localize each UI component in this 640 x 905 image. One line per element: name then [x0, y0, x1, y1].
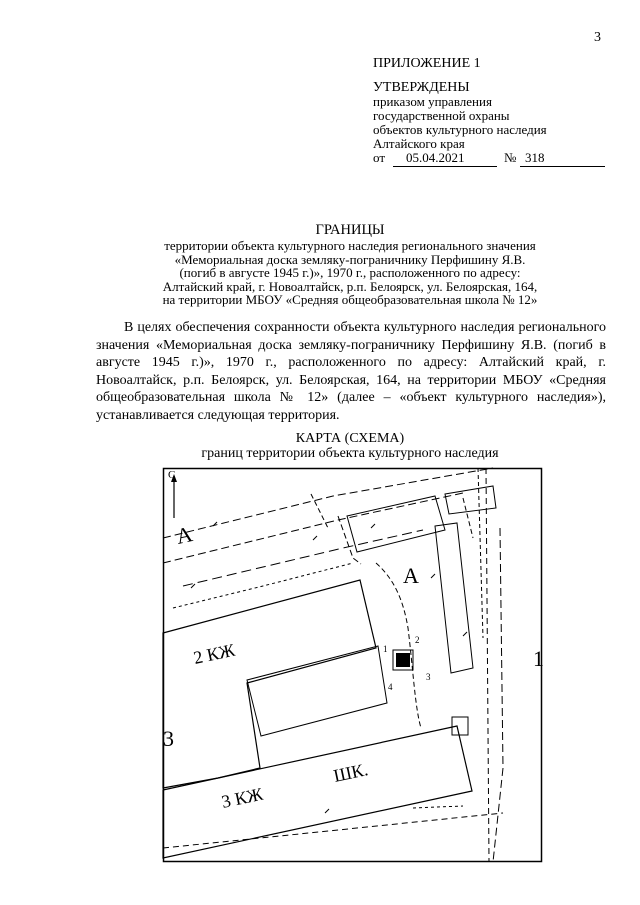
document-title: [90, 222, 610, 307]
from-label: от: [373, 150, 386, 165]
edge-label: 1: [533, 646, 544, 671]
title-heading: ГРАНИЦЫ: [315, 222, 385, 238]
territory-map: [163, 468, 542, 862]
building-3-label: 3 КЖ: [219, 783, 265, 812]
building-2-label: 2 КЖ: [191, 639, 237, 668]
north-label: С: [168, 469, 176, 481]
boundary-point-1: 1: [383, 644, 388, 654]
boundary-point-4: 4: [388, 682, 393, 692]
order-date: 05.04.2021: [406, 150, 465, 165]
title-line: (погиб в августе 1945 г.)», 1970 г., расположенного по адресу:: [179, 265, 521, 280]
approval-line: приказом управления: [373, 94, 492, 109]
page-number: 3: [594, 30, 601, 45]
order-number: 318: [525, 150, 545, 165]
edge-label: 3: [163, 726, 174, 751]
appendix-label: ПРИЛОЖЕНИЕ 1: [373, 56, 481, 71]
plaque-object-marker: [396, 653, 410, 667]
approval-line: объектов культурного наследия: [373, 122, 547, 137]
map-caption-title: КАРТА (СХЕМА): [295, 431, 405, 446]
approval-line: Алтайского края: [373, 136, 465, 151]
map-border: [164, 469, 542, 862]
body-paragraph: [96, 319, 606, 425]
number-underline: [520, 166, 605, 167]
map-caption: [90, 431, 610, 461]
title-line: территории объекта культурного наследия регионального значения: [164, 238, 536, 253]
title-line: «Мемориальная доска земляку-пограничнику Перфишину Я.В.: [174, 251, 526, 267]
date-underline: [393, 166, 497, 167]
approved-label: УТВЕРЖДЕНЫ: [373, 80, 470, 95]
number-label: №: [504, 150, 517, 165]
title-line: на территории МБОУ «Средняя общеобразовательная школа № 12»: [162, 292, 538, 307]
title-line: Алтайский край, г. Новоалтайск, р.п. Белоярск, ул. Белоярская, 164,: [162, 278, 538, 294]
boundary-point-3: 3: [426, 672, 431, 682]
boundary-point-2: 2: [415, 635, 420, 645]
approval-block: [373, 57, 547, 151]
zone-label-a: А: [403, 563, 419, 588]
map-caption-subtitle: границ территории объекта культурного наследия: [201, 446, 499, 461]
school-label: ШК.: [331, 759, 370, 786]
order-date-number: [373, 150, 605, 168]
approval-line: государственной охраны: [373, 108, 510, 123]
zone-label-a: А: [173, 521, 195, 549]
body-text: В целях обеспечения сохранности объекта культурного наследия регионального значения «Мемориальная доска земляку-пограничнику Перфишину Я.В. (погиб в августе 1945 г.)», 1970 г., расположенного по адресу: Алтайский край, г. Новоалтайск, р.п. Белоярск, ул. Белоярская, 164, на территории МБОУ «Средняя общеобразовательная школа № 12» (далее – «объект культурного наследия»), устанавливается следующая территория.: [96, 320, 606, 423]
